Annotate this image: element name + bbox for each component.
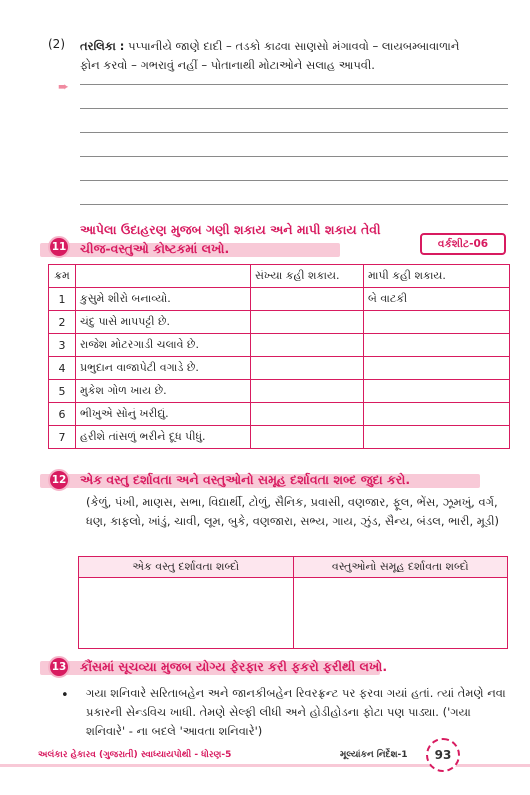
table-row bbox=[49, 311, 510, 334]
row-text: ભીખુએ સોનું ખરીદ્યું. bbox=[76, 403, 251, 426]
row-text: ચંદુ પાસે માપપટ્ટી છે. bbox=[76, 311, 251, 334]
footer-book-title: અલંકાર હેકારવ (ગુજરાતી) સ્વાધ્યાયપોથી - ધોરણ-5 bbox=[38, 750, 232, 760]
row-text: પ્રભુદાન વાજાપેટી વગાડે છે. bbox=[76, 357, 251, 380]
q12-word-list: (કેળું, પંખી, માણસ, સભા, વિદ્યાર્થી, ટોળું, સૈનિક, પ્રવાસી, વણજાર, ફૂલ, ભેંસ, ઝૂમખું, વર્ગ, ધણ, કાફલો, ખાંડું, ચાવી, લૂમ, બુકે, વણજારા, સભ્ય, ગાય, ઝુંડ, સૈન્ય, બંડલ, ભારી, મૂડી) bbox=[86, 495, 499, 528]
table-header-row bbox=[79, 557, 508, 578]
table-row bbox=[49, 380, 510, 403]
footer-section: મૂલ્યાંકન નિર્દેશ-1 bbox=[340, 750, 408, 760]
writing-line bbox=[80, 84, 508, 85]
table-row bbox=[49, 426, 510, 449]
row-number: 5 bbox=[49, 380, 76, 403]
count-cell[interactable] bbox=[251, 288, 364, 311]
question-11-badge: 11 bbox=[48, 236, 70, 258]
bullet-icon: • bbox=[61, 688, 69, 703]
q11-table bbox=[48, 264, 510, 449]
writing-line bbox=[80, 108, 508, 109]
column-header: વસ્તુઓનો સમૂહ દર્શાવતા શબ્દો bbox=[293, 557, 508, 578]
measure-cell[interactable] bbox=[364, 403, 510, 426]
measure-cell[interactable] bbox=[364, 357, 510, 380]
table-header-row bbox=[49, 265, 510, 288]
measure-cell[interactable] bbox=[364, 426, 510, 449]
row-number: 1 bbox=[49, 288, 76, 311]
count-cell[interactable] bbox=[251, 334, 364, 357]
question-13-badge: 13 bbox=[48, 656, 70, 678]
table-row bbox=[49, 403, 510, 426]
answer-cell-group[interactable] bbox=[293, 578, 508, 649]
q2-label: તરલિકા : bbox=[80, 39, 125, 53]
row-number: 2 bbox=[49, 311, 76, 334]
table-row bbox=[49, 334, 510, 357]
measure-cell[interactable] bbox=[364, 380, 510, 403]
row-number: 7 bbox=[49, 426, 76, 449]
column-header: ક્રમ bbox=[49, 265, 76, 288]
q13-paragraph: ગયા શનિવારે સરિતાબહેન અને જાનકીબહેન રિવરફ્રન્ટ પર ફરવા ગયાં હતાં. ત્યાં તેમણે નવા પ્રકારની સેન્ડવિચ ખાધી. તેમણે સેલ્ફી લીધી અને હોડીહોડના ફોટા પણ પાડ્યા. ('ગયા શનિવારે' - ના બદલે 'આવતા શનિવારે') bbox=[86, 686, 506, 738]
table-row bbox=[49, 357, 510, 380]
row-text: મુકેશ ગોળ ખાય છે. bbox=[76, 380, 251, 403]
row-number: 4 bbox=[49, 357, 76, 380]
arrow-icon: ➨ bbox=[58, 80, 69, 95]
page-number: 93 bbox=[426, 738, 460, 772]
q11-heading-2: ચીજ-વસ્તુઓ કોષ્ટકમાં લખો. bbox=[80, 241, 230, 256]
measure-cell[interactable] bbox=[364, 334, 510, 357]
measure-cell[interactable] bbox=[364, 311, 510, 334]
q12-heading: એક વસ્તુ દર્શાવતા અને વસ્તુઓનો સમૂહ દર્શાવતા શબ્દ જુદા કરો. bbox=[80, 472, 411, 487]
q12-table bbox=[78, 556, 508, 649]
q2-line-1 bbox=[80, 37, 500, 55]
row-number: 6 bbox=[49, 403, 76, 426]
q13-heading: કૌંસમાં સૂચવ્યા મુજબ યોગ્ય ફેરફાર કરી ફકરો ફરીથી લખો. bbox=[80, 659, 388, 674]
writing-line bbox=[80, 156, 508, 157]
table-row bbox=[49, 288, 510, 311]
count-cell[interactable] bbox=[251, 357, 364, 380]
column-header: એક વસ્તુ દર્શાવતા શબ્દો bbox=[79, 557, 294, 578]
count-cell[interactable] bbox=[251, 426, 364, 449]
table-row bbox=[79, 578, 508, 649]
question-number: (2) bbox=[48, 37, 65, 51]
question-12-badge: 12 bbox=[48, 469, 70, 491]
q2-text-2: ફોન કરવો – ગભરાવું નહીં – પોતાનાથી મોટાઓને સલાહ આપવી. bbox=[80, 58, 375, 72]
worksheet-badge: વર્કશીટ-06 bbox=[420, 233, 506, 255]
count-cell[interactable] bbox=[251, 311, 364, 334]
measure-cell[interactable]: બે વાટકી bbox=[364, 288, 510, 311]
writing-line bbox=[80, 132, 508, 133]
column-header: માપી કહી શકાય. bbox=[364, 265, 510, 288]
count-cell[interactable] bbox=[251, 380, 364, 403]
q11-heading-1: આપેલા ઉદાહરણ મુજબ ગણી શકાય અને માપી શકાય તેવી bbox=[80, 222, 381, 237]
count-cell[interactable] bbox=[251, 403, 364, 426]
answer-cell-single[interactable] bbox=[79, 578, 294, 649]
row-number: 3 bbox=[49, 334, 76, 357]
writing-line bbox=[80, 180, 508, 181]
row-text: કુસુમે શીરો બનાવ્યો. bbox=[76, 288, 251, 311]
column-header bbox=[76, 265, 251, 288]
q2-text-1: પપ્પાનીયે જાણે દાદી – તડકો કાઢવા સાણસો મંગાવવો – લાયબમ્બાવાળાને bbox=[128, 39, 460, 53]
writing-line bbox=[80, 204, 508, 205]
row-text: હરીશે તાંસળું ભરીને દૂધ પીધું. bbox=[76, 426, 251, 449]
column-header: સંખ્યા કહી શકાય. bbox=[251, 265, 364, 288]
row-text: રાજેશ મોટરગાડી ચલાવે છે. bbox=[76, 334, 251, 357]
